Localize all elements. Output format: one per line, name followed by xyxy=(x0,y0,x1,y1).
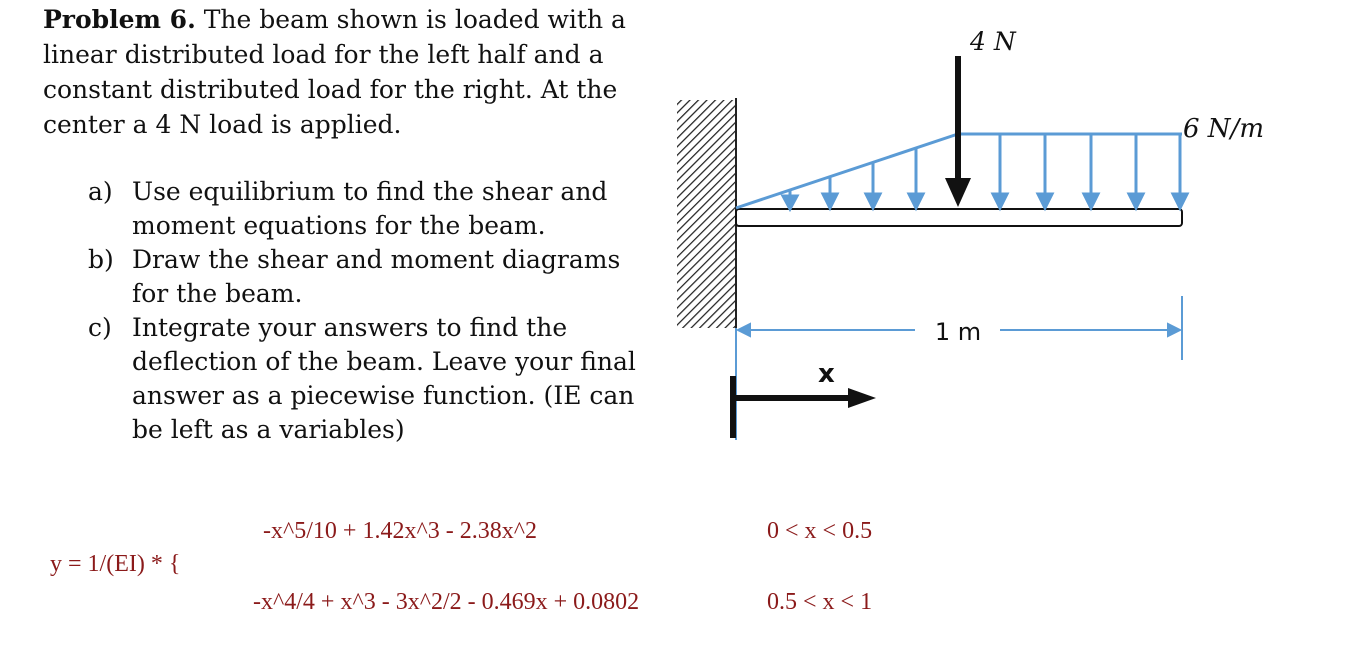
part-b-label: b) xyxy=(88,245,114,274)
distributed-load-label: 6 N/m xyxy=(1183,114,1264,144)
part-a-label: a) xyxy=(88,177,113,206)
point-load-label: 4 N xyxy=(970,27,1016,56)
uniform-load-arrows xyxy=(993,134,1187,208)
length-label: 1 m xyxy=(934,318,982,346)
x-axis-arrow xyxy=(733,376,876,438)
point-load-arrow xyxy=(945,56,971,207)
wall-hatching xyxy=(677,100,735,328)
part-c-label: c) xyxy=(88,313,112,342)
answer-expression-2: -x^4/4 + x^3 - 3x^2/2 - 0.469x + 0.0802 xyxy=(253,589,640,615)
answer-expression-1: -x^5/10 + 1.42x^3 - 2.38x^2 xyxy=(263,518,537,544)
triangular-load-arrows xyxy=(783,148,923,209)
answer-range-2: 0.5 < x < 1 xyxy=(767,589,873,615)
part-b-text: Draw the shear and moment diagrams for the beam. xyxy=(132,245,621,308)
beam xyxy=(736,209,1182,226)
part-c-text: Integrate your answers to find the deflection of the beam. Leave your final answer as a piecewise function. (IE can be left as a variables) xyxy=(132,313,636,444)
problem-heading: Problem 6. xyxy=(43,5,196,34)
part-a-text: Use equilibrium to find the shear and moment equations for the beam. xyxy=(132,177,608,240)
problem-text: The beam shown is loaded with a linear distributed load for the left half and a constant distributed load for the right. At the center a 4 N load is applied. xyxy=(43,5,626,139)
answer-range-1: 0 < x < 0.5 xyxy=(767,518,873,544)
x-axis-label: x xyxy=(818,359,835,389)
answer-prefix: y = 1/(EI) * { xyxy=(50,551,181,577)
